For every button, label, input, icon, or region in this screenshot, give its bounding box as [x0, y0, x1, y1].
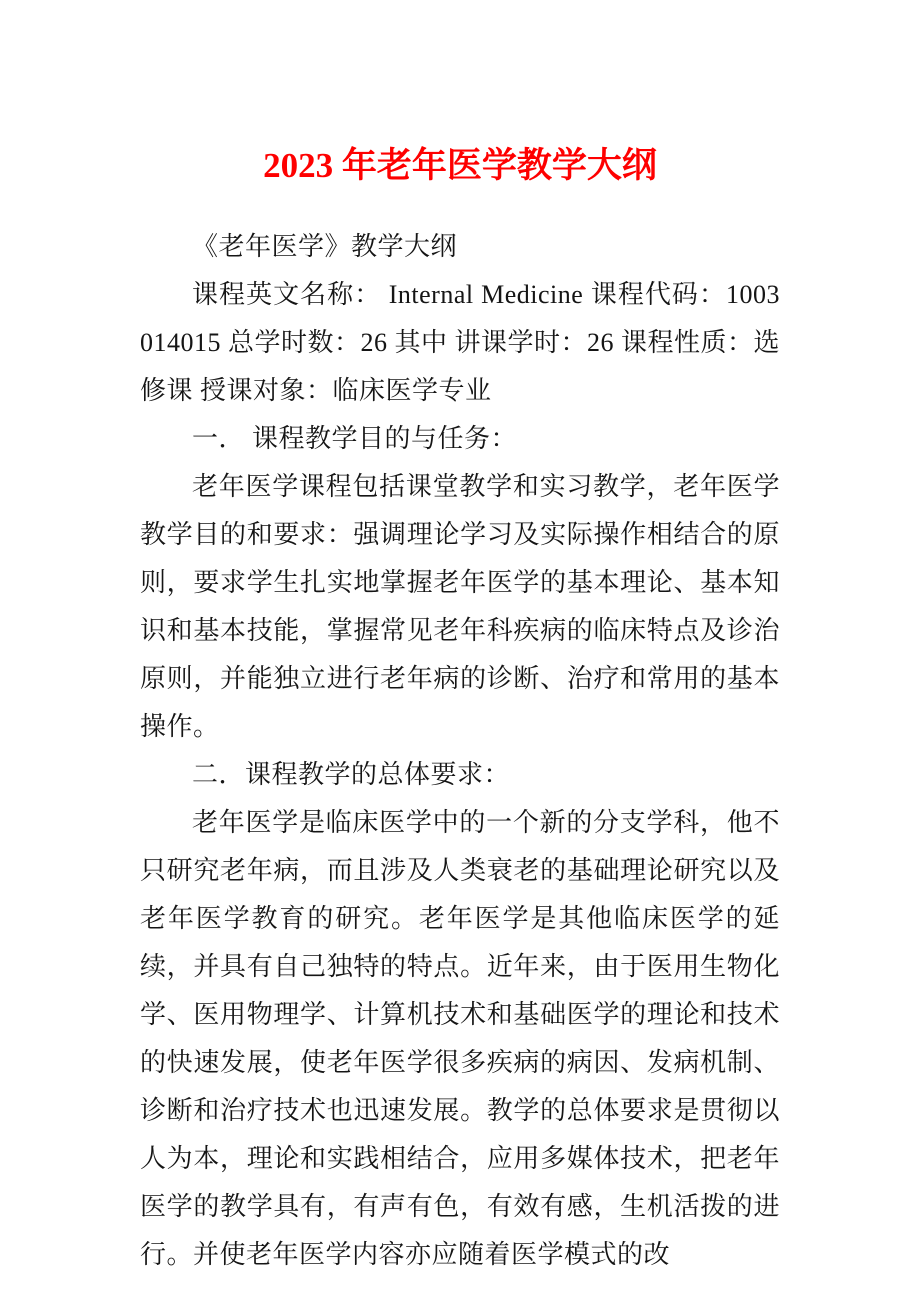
- paragraph-section-1-body: 老年医学课程包括课堂教学和实习教学，老年医学教学目的和要求：强调理论学习及实际操作相结合的原则，要求学生扎实地掌握老年医学的基本理论、基本知识和基本技能，掌握常见老年科疾病的临床特点及诊治原则，并能独立进行老年病的诊断、治疗和常用的基本操作。: [140, 472, 780, 741]
- document-title: 2023 年老年医学教学大纲: [263, 146, 657, 185]
- paragraph-section-2-heading: 二．课程教学的总体要求：: [192, 760, 511, 789]
- paragraph-section-1-heading: 一． 课程教学目的与任务：: [192, 424, 518, 453]
- paragraph-course-info: 课程英文名称： Internal Medicine 课程代码：1003014015 总学时数：26 其中 讲课学时：26 课程性质：选修课 授课对象：临床医学专业: [140, 280, 781, 405]
- paragraph-subtitle: 《老年医学》教学大纲: [192, 232, 458, 261]
- document-body: [140, 223, 780, 1279]
- paragraph-section-2-body: 老年医学是临床医学中的一个新的分支学科，他不只研究老年病，而且涉及人类衰老的基础理论研究以及老年医学教育的研究。老年医学是其他临床医学的延续，并具有自己独特的特点。近年来，由于医用生物化学、医用物理学、计算机技术和基础医学的理论和技术的快速发展，使老年医学很多疾病的病因、发病机制、诊断和治疗技术也迅速发展。教学的总体要求是贯彻以人为本，理论和实践相结合，应用多媒体技术，把老年医学的教学具有，有声有色，有效有感，生机活拨的进行。并使老年医学内容亦应随着医学模式的改: [140, 808, 780, 1269]
